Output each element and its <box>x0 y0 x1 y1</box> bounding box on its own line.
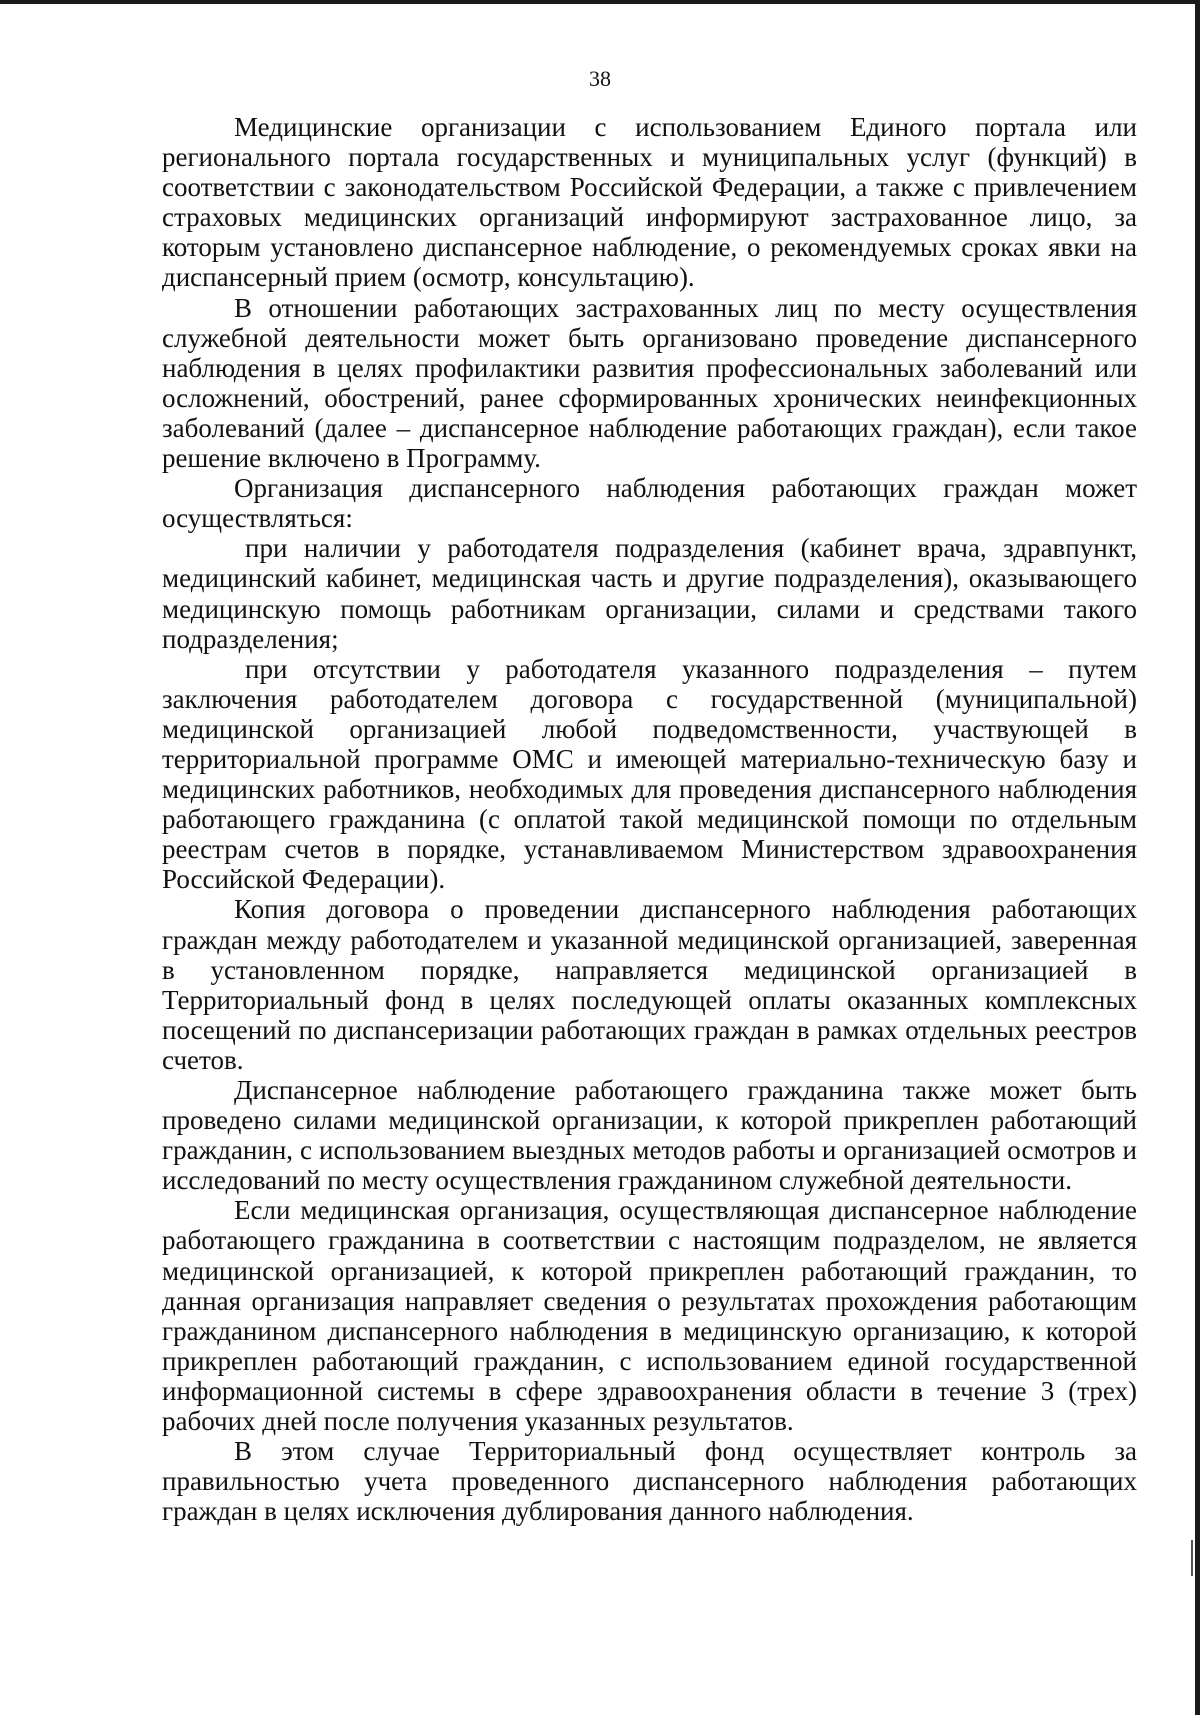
paragraph: Организация диспансерного наблюдения работающих граждан может осуществляться: <box>162 473 1137 534</box>
paragraph: Медицинские организации с использованием Единого портала или регионального портала государственных и муниципальных услуг (функций) в соответствии с законодательством Российской Федерации, а также с привлечением страховых медицинских организаций информируют застрахованное лицо, за которым установлено диспансерное наблюдение, о рекомендуемых сроках явки на диспансерный прием (осмотр, консультацию). <box>162 112 1137 293</box>
scan-border-right <box>1195 0 1200 1715</box>
scan-artifact <box>1191 1540 1193 1576</box>
list-item-paragraph: при отсутствии у работодателя указанного подразделения – путем заключения работодателем договора с государственной (муниципальной) медицинской организацией любой подведомственности, участвующей в территориальной программе ОМС и имеющей материально-техническую базу и медицинских работников, необходимых для проведения диспансерного наблюдения работающего гражданина (с оплатой такой медицинской помощи по отдельным реестрам счетов в порядке, устанавливаемом Министерством здравоохранения Российской Федерации). <box>162 653 1137 895</box>
page-number: 38 <box>589 66 611 91</box>
paragraph: В отношении работающих застрахованных лиц по месту осуществления служебной деятельности может быть организовано проведение диспансерного наблюдения в целях профилактики развития профессиональных заболеваний или осложнений, обострений, ранее сформированных хронических неинфекционных заболеваний (далее – диспансерное наблюдение работающих граждан), если такое решение включено в Программу. <box>162 292 1137 474</box>
paragraph: Диспансерное наблюдение работающего гражданина также может быть проведено силами медицинской организации, к которой прикреплен работающий гражданин, с использованием выездных методов работы и организацией осмотров и исследований по месту осуществления гражданином служебной деятельности. <box>162 1075 1137 1196</box>
paragraph: В этом случае Территориальный фонд осуществляет контроль за правильностью учета проведенного диспансерного наблюдения работающих граждан в целях исключения дублирования данного наблюдения. <box>162 1436 1137 1527</box>
scan-border-top <box>0 0 1200 4</box>
paragraph: Копия договора о проведении диспансерного наблюдения работающих граждан между работодателем и указанной медицинской организацией, заверенная в установленном порядке, направляется медицинской организацией в Территориальный фонд в целях последующей оплаты оказанных комплексных посещений по диспансеризации работающих граждан в рамках отдельных реестров счетов. <box>162 894 1137 1075</box>
body-text <box>162 112 1137 1526</box>
paragraph: Если медицинская организация, осуществляющая диспансерное наблюдение работающего гражданина в соответствии с настоящим подразделом, не является медицинской организацией, к которой прикреплен работающий гражданин, то данная организация направляет сведения о результатах прохождения работающим гражданином диспансерного наблюдения в медицинскую организацию, к которой прикреплен работающий гражданин, с использованием единой государственной информационной системы в сфере здравоохранения области в течение 3 (трех) рабочих дней после получения указанных результатов. <box>162 1195 1137 1437</box>
list-item-paragraph: при наличии у работодателя подразделения (кабинет врача, здравпункт, медицинский кабинет, медицинская часть и другие подразделения), оказывающего медицинскую помощь работникам организации, силами и средствами такого подразделения; <box>162 533 1137 654</box>
